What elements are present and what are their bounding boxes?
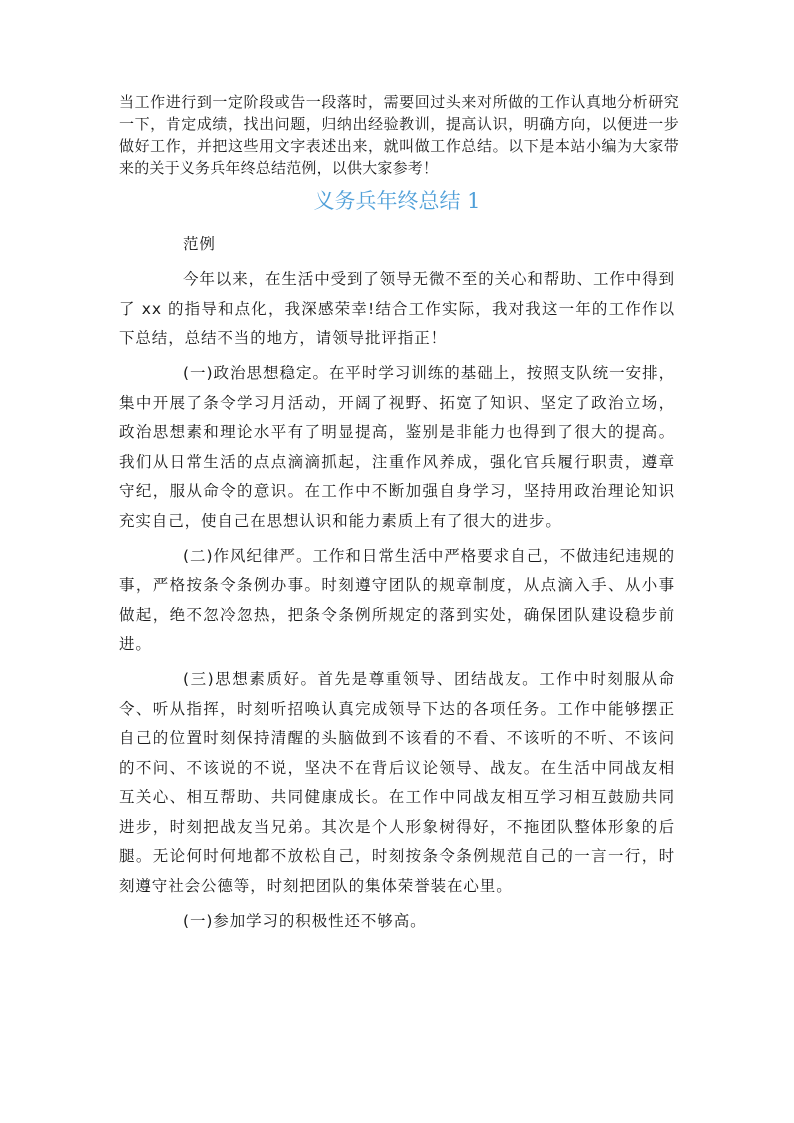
body-paragraph: 今年以来，在生活中受到了领导无微不至的关心和帮助、工作中得到了 xx 的指导和点化，我深感荣幸!结合工作实际，我对我这一年的工作作以下总结，总结不当的地方，请领导批评指正！ [119,270,676,347]
body-paragraph: (一)参加学习的积极性还不够高。 [183,911,427,930]
document-title: 义务兵年终总结 1 [313,189,481,213]
document-body [119,230,675,942]
body-paragraph: (一)政治思想稳定。在平时学习训练的基础上，按照支队统一安排，集中开展了条令学习月活动，开阔了视野、拓宽了知识、坚定了政治立场，政治思想素和理论水平有了明显提高，鉴别是非能力也得到了很大的提高。我们从日常生活的点点滴滴抓起，注重作风养成，强化官兵履行职责，遵章守纪，服从命令的意识。在工作中不断加强自身学习，坚持用政治理论知识充实自己，使自己在思想认识和能力素质上有了很大的进步。 [119,364,675,530]
body-paragraph: 范例 [183,235,216,253]
body-paragraph: (三)思想素质好。首先是尊重领导、团结战友。工作中时刻服从命令、听从指挥，时刻听招唤认真完成领导下达的各项任务。工作中能够摆正自己的位置时刻保持清醒的头脑做到不该看的不看、不该听的不听、不该问的不问、不该说的不说，坚决不在背后议论领导、战友。在生活中同战友相互关心、相互帮助、共同健康成长。在工作中同战友相互学习相互鼓励共同进步，时刻把战友当兄弟。其次是个人形象树得好，不拖团队整体形象的后腿。无论何时何地都不放松自己，时刻按条令条例规范自己的一言一行，时刻遵守社会公德等，时刻把团队的集体荣誉装在心里。 [119,670,675,895]
intro-paragraph: 当工作进行到一定阶段或告一段落时，需要回过头来对所做的工作认真地分析研究一下，肯定成绩，找出问题，归纳出经验教训，提高认识，明确方向，以便进一步做好工作，并把这些用文字表述出来，就叫做工作总结。以下是本站小编为大家带来的关于义务兵年终总结范例，以供大家参考！ [119,93,679,177]
body-paragraph: (二)作风纪律严。工作和日常生活中严格要求自己，不做违纪违规的事，严格按条令条例办事。时刻遵守团队的规章制度，从点滴入手、从小事做起，绝不忽冷忽热，把条令条例所规定的落到实处，确保团队建设稳步前进。 [119,546,675,653]
